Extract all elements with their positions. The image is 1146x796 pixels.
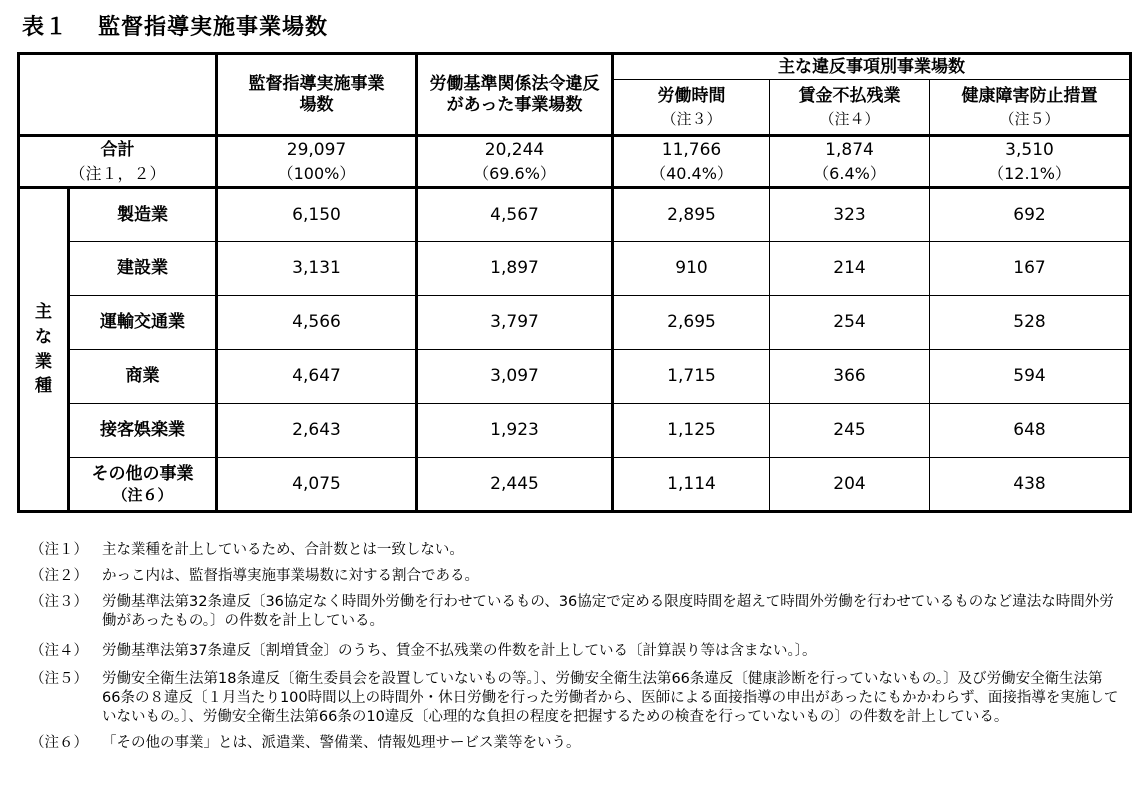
total-violations: 20,244 （69.6%） (417, 136, 613, 188)
industry-inspected: 6,150 (217, 188, 417, 242)
industry-label: 製造業 (69, 188, 217, 242)
footnote-label: （注５） (30, 671, 88, 687)
industry-violations: 2,445 (417, 458, 613, 512)
industry-inspected: 4,647 (217, 350, 417, 404)
industry-violations: 3,097 (417, 350, 613, 404)
industry-working-hours: 910 (613, 242, 770, 296)
industry-working-hours: 1,114 (613, 458, 770, 512)
industry-health: 167 (930, 242, 1131, 296)
industry-working-hours: 1,715 (613, 350, 770, 404)
footnote-label: （注３） (30, 594, 88, 610)
footnote (30, 593, 1120, 631)
industry-unpaid-overtime: 214 (770, 242, 930, 296)
industry-label: 運輸交通業 (69, 296, 217, 350)
industry-inspected: 2,643 (217, 404, 417, 458)
total-unpaid-overtime: 1,874 （6.4%） (770, 136, 930, 188)
header-health-measures: 健康障害防止措置 （注５） (930, 80, 1131, 136)
table-row (19, 404, 1131, 458)
total-health: 3,510 （12.1%） (930, 136, 1131, 188)
footnote-label: （注１） (30, 542, 88, 558)
footnote-text: 労働基準法第32条違反〔36協定なく時間外労働を行わせているもの、36協定で定める限度時間を超えて時間外労働を行わせているものなど違法な時間外労働があったもの。〕の件数を計上している。 (102, 594, 1114, 629)
industry-health: 528 (930, 296, 1131, 350)
footnote-text: 主な業種を計上しているため、合計数とは一致しない。 (102, 542, 464, 558)
header-blank (19, 54, 217, 136)
footnote (30, 670, 1120, 727)
table-row (19, 458, 1131, 512)
industry-label: 商業 (69, 350, 217, 404)
total-row (19, 136, 1131, 188)
industry-working-hours: 1,125 (613, 404, 770, 458)
table-row (19, 242, 1131, 296)
statistics-table (17, 52, 1132, 513)
footnote (30, 567, 1120, 586)
industry-unpaid-overtime: 245 (770, 404, 930, 458)
industry-violations: 3,797 (417, 296, 613, 350)
industry-working-hours: 2,895 (613, 188, 770, 242)
footnote-text: かっこ内は、監督指導実施事業場数に対する割合である。 (102, 568, 479, 584)
industry-label: 接客娯楽業 (69, 404, 217, 458)
footnote-label: （注４） (30, 643, 88, 659)
table-row (19, 350, 1131, 404)
header-violations: 労働基準関係法令違反があった事業場数 (417, 54, 613, 136)
industry-inspected: 4,075 (217, 458, 417, 512)
table-title: 監督指導実施事業場数 (98, 15, 329, 40)
footnote-text: 労働基準法第37条違反〔割増賃金〕のうち、賃金不払残業の件数を計上している〔計算誤り等は含まない。〕。 (102, 643, 817, 659)
industry-health: 594 (930, 350, 1131, 404)
footnote (30, 734, 1120, 753)
footnote-label: （注２） (30, 568, 88, 584)
footnote (30, 541, 1120, 560)
footnote-label: （注６） (30, 735, 88, 751)
industry-label: その他の事業 （注６） (69, 458, 217, 512)
industry-unpaid-overtime: 254 (770, 296, 930, 350)
industry-working-hours: 2,695 (613, 296, 770, 350)
table-row (19, 188, 1131, 242)
industry-unpaid-overtime: 204 (770, 458, 930, 512)
header-unpaid-overtime: 賃金不払残業 （注４） (770, 80, 930, 136)
industry-health: 648 (930, 404, 1131, 458)
industry-violations: 1,897 (417, 242, 613, 296)
industry-group-label: 主 な 業 種 (19, 188, 69, 512)
footnotes (30, 541, 1120, 760)
industry-inspected: 4,566 (217, 296, 417, 350)
table-number: 表１ (22, 15, 69, 40)
industry-violations: 1,923 (417, 404, 613, 458)
total-inspected: 29,097 （100%） (217, 136, 417, 188)
footnote (30, 642, 1120, 661)
industry-label: 建設業 (69, 242, 217, 296)
page-title (22, 10, 328, 41)
total-label: 合計 （注１，２） (19, 136, 217, 188)
table-row (19, 296, 1131, 350)
header-working-hours: 労働時間 （注３） (613, 80, 770, 136)
industry-inspected: 3,131 (217, 242, 417, 296)
industry-unpaid-overtime: 366 (770, 350, 930, 404)
industry-violations: 4,567 (417, 188, 613, 242)
footnote-text: 「その他の事業」とは、派遣業、警備業、情報処理サービス業等をいう。 (102, 735, 581, 751)
footnote-text: 労働安全衛生法第18条違反〔衛生委員会を設置していないもの等。〕、労働安全衛生法第66条違反〔健康診断を行っていないもの。〕及び労働安全衛生法第66条の８違反〔１月当たり100時間以上の時間外・休日労働を行った労働者から、医師による面接指導の申出があったにもかかわらず、面接指導を実施していないもの。〕、労働安全衛生法第66条の10違反〔心理的な負担の程度を把握するための検査を行っていないもの〕の件数を計上している。 (102, 671, 1119, 725)
industry-health: 692 (930, 188, 1131, 242)
total-working-hours: 11,766 （40.4%） (613, 136, 770, 188)
header-main-violations: 主な違反事項別事業場数 (613, 54, 1131, 80)
industry-health: 438 (930, 458, 1131, 512)
header-inspected: 監督指導実施事業場数 (217, 54, 417, 136)
industry-unpaid-overtime: 323 (770, 188, 930, 242)
